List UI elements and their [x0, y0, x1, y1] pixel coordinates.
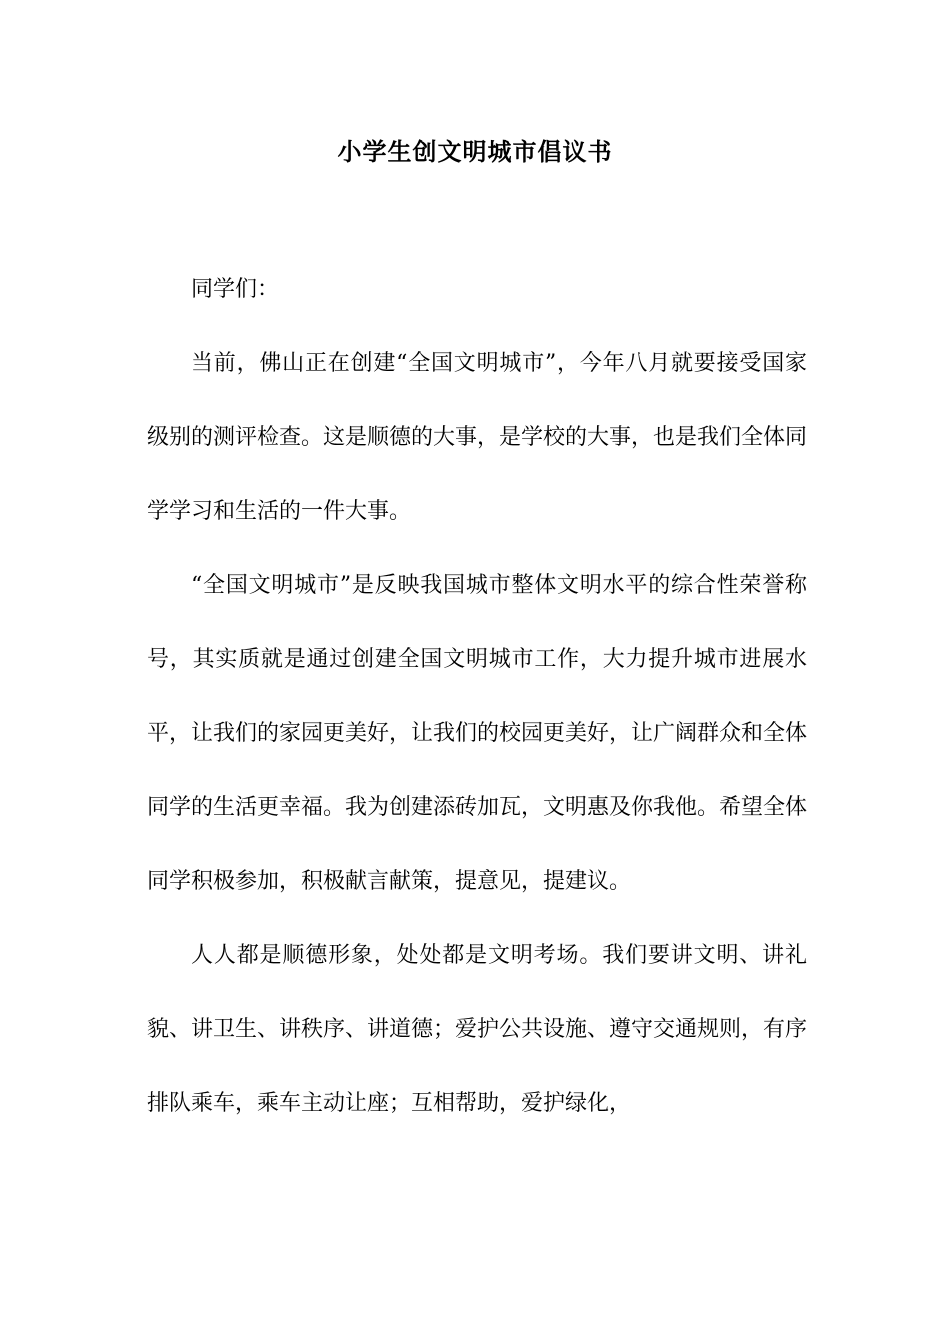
document-body	[147, 253, 807, 1141]
paragraph-salutation: 同学们：	[191, 277, 280, 302]
paragraph-3: 人人都是顺德形象，处处都是文明考场。我们要讲文明、讲礼貌、讲卫生、讲秩序、讲道德；爱护公共设施、遵守交通规则，有序排队乘车，乘车主动让座；互相帮助，爱护绿化，	[147, 943, 808, 1116]
document-title: 小学生创文明城市倡议书	[337, 137, 613, 166]
paragraph-1: 当前，佛山正在创建“全国文明城市”，今年八月就要接受国家级别的测评检查。这是顺德的大事，是学校的大事，也是我们全体同学学习和生活的一件大事。	[147, 351, 808, 524]
paragraph-2: “全国文明城市”是反映我国城市整体文明水平的综合性荣誉称号，其实质就是通过创建全国文明城市工作，大力提升城市进展水平，让我们的家园更美好，让我们的校园更美好，让广阔群众和全体同学的生活更幸福。我为创建添砖加瓦，文明惠及你我他。希望全体同学积极参加，积极献言献策，提意见，提建议。	[147, 573, 808, 894]
